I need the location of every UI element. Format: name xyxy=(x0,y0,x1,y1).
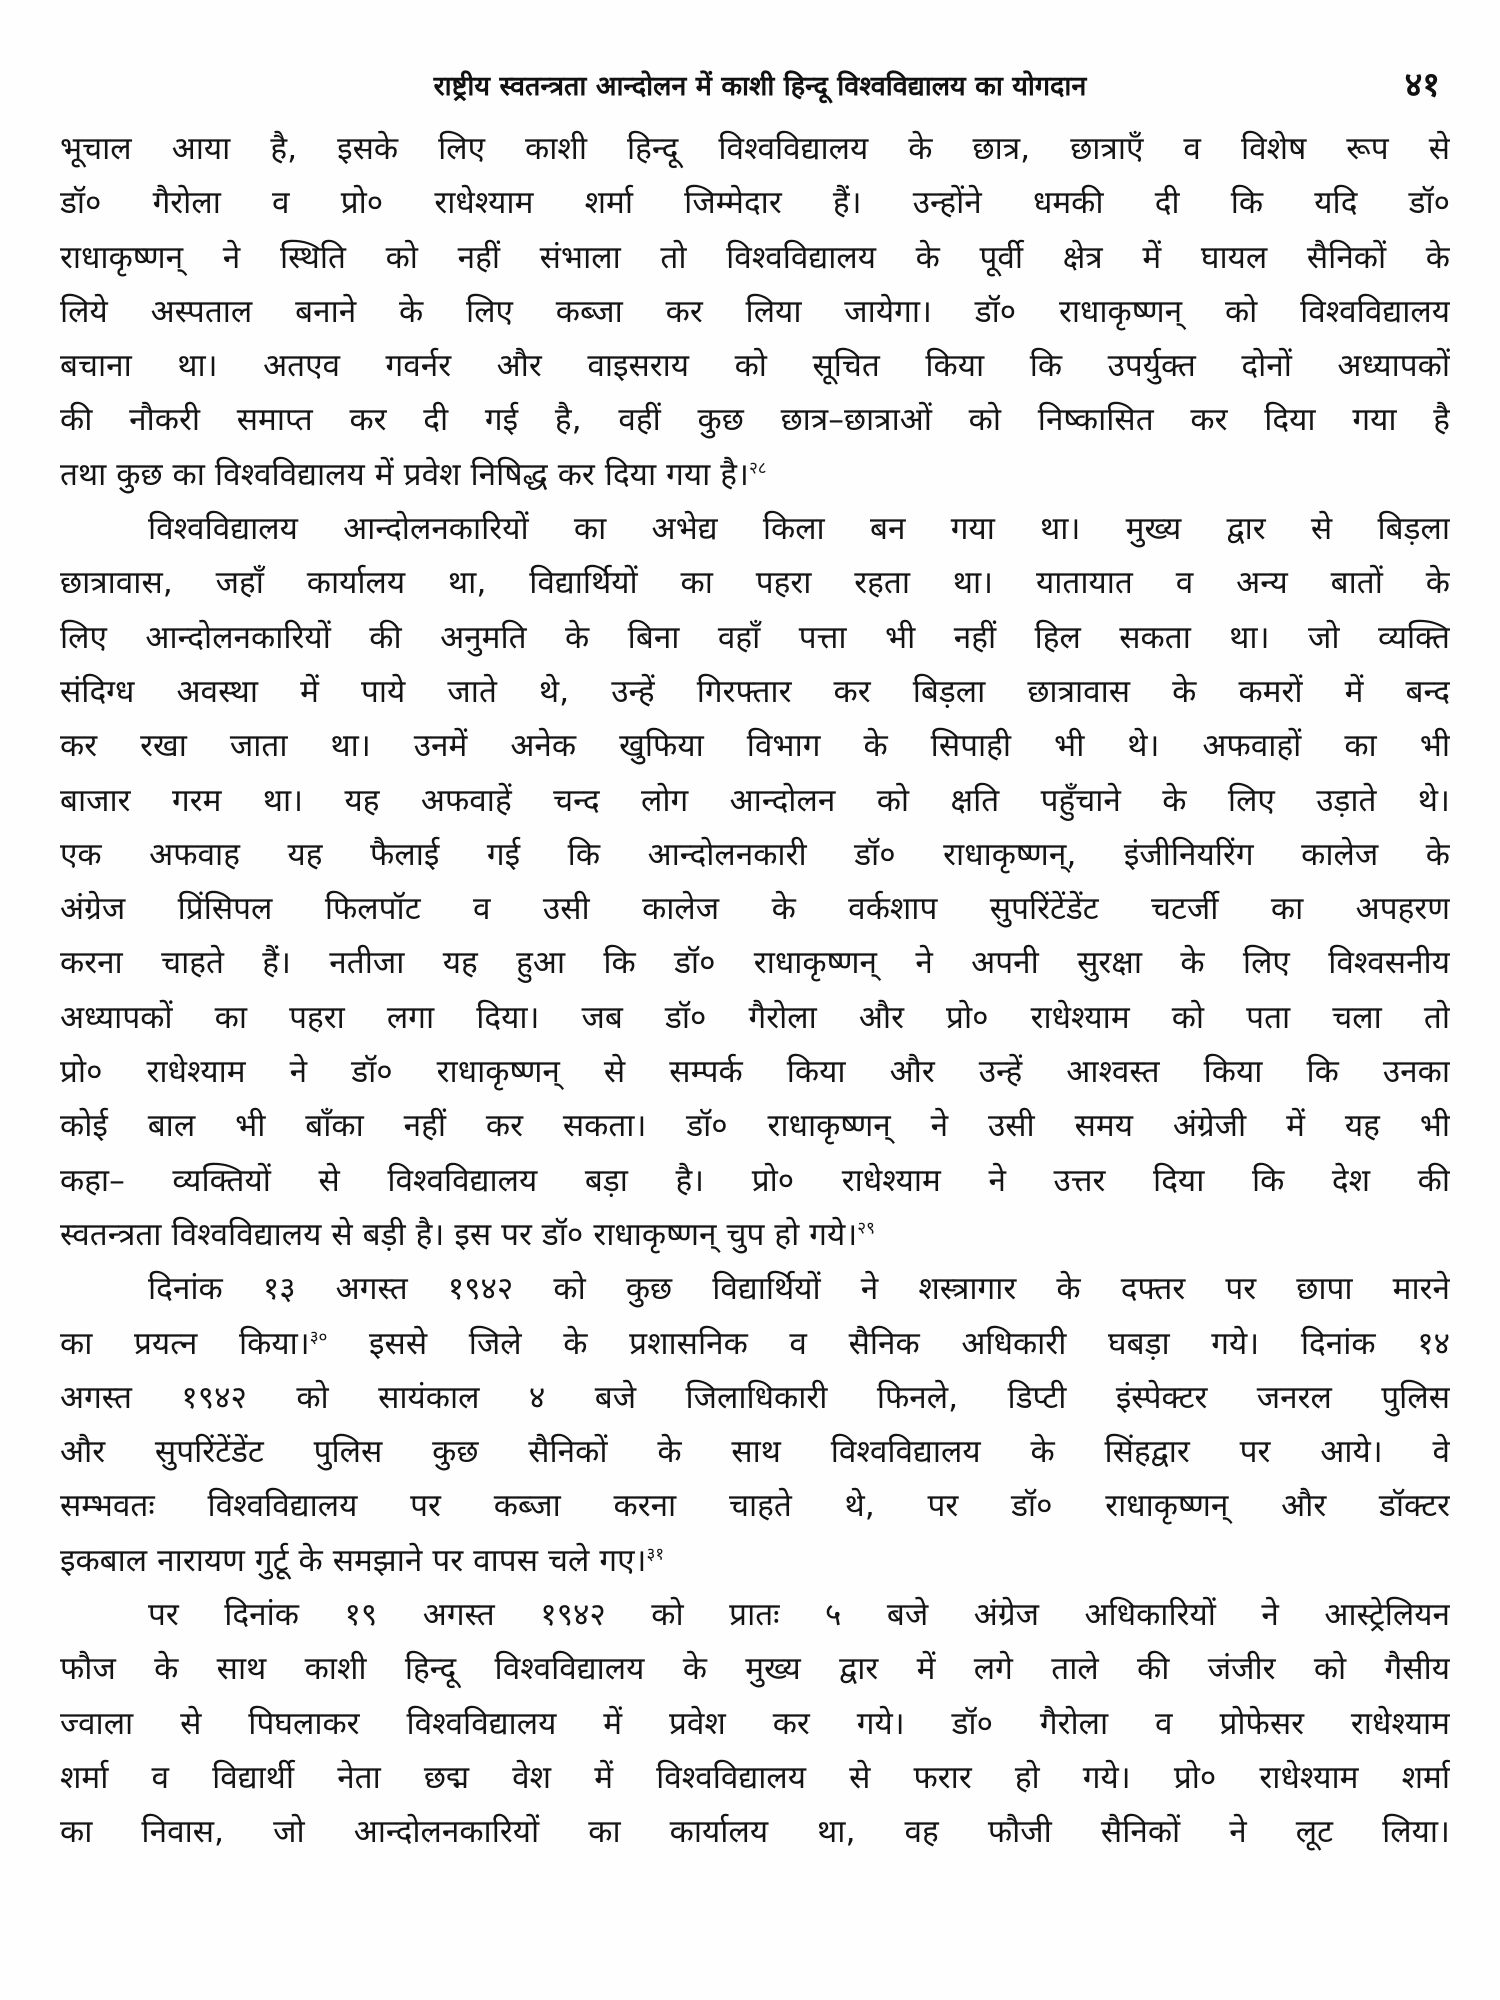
text-fragment: का प्रयत्न किया। xyxy=(60,1325,310,1362)
text-line: सम्भवतः विश्वविद्यालय पर कब्जा करना चाहते थे, पर डॉ० राधाकृष्णन् और डॉक्टर xyxy=(60,1488,1450,1525)
footnote-marker: ३१ xyxy=(646,1544,665,1565)
text-line: बाजार गरम था। यह अफवाहें चन्द लोग आन्दोलन को क्षति पहुँचाने के लिए उड़ाते थे। xyxy=(60,782,1450,819)
text-line: बचाना था। अतएव गवर्नर और वाइसराय को सूचित किया कि उपर्युक्त दोनों अध्यापकों xyxy=(60,348,1450,385)
text-fragment: तथा कुछ का विश्वविद्यालय में प्रवेश निषिद्ध कर दिया गया है। xyxy=(60,456,749,493)
paragraph-3 xyxy=(60,1262,1450,1588)
text-line: और सुपरिंटेंडेंट पुलिस कुछ सैनिकों के साथ विश्वविद्यालय के सिंहद्वार पर आये। वे xyxy=(60,1434,1450,1471)
footnote-marker: २८ xyxy=(748,458,767,479)
text-line: भूचाल आया है, इसके लिए काशी हिन्दू विश्वविद्यालय के छात्र, छात्राएँ व विशेष रूप से xyxy=(60,131,1450,167)
body-text xyxy=(60,122,1450,1962)
text-line xyxy=(60,448,1450,502)
text-line: छात्रावास, जहाँ कार्यालय था, विद्यार्थियों का पहरा रहता था। यातायात व अन्य बातों के xyxy=(60,565,1450,602)
text-fragment: इससे जिले के प्रशासनिक व सैनिक अधिकारी घबड़ा गये। दिनांक १४ xyxy=(327,1325,1450,1362)
running-header xyxy=(60,60,1460,116)
text-line: शर्मा व विद्यार्थी नेता छद्म वेश में विश्वविद्यालय से फरार हो गये। प्रो० राधेश्याम शर्मा xyxy=(60,1759,1450,1796)
text-line: कर रखा जाता था। उनमें अनेक खुफिया विभाग के सिपाही भी थे। अफवाहों का भी xyxy=(60,728,1450,765)
running-title: राष्ट्रीय स्वतन्त्रता आन्दोलन में काशी हिन्दू विश्वविद्यालय का योगदान xyxy=(433,71,1087,102)
paragraph-4 xyxy=(60,1588,1450,1859)
text-line: लिये अस्पताल बनाने के लिए कब्जा कर लिया जायेगा। डॉ० राधाकृष्णन् को विश्वविद्यालय xyxy=(60,293,1450,330)
paragraph-2 xyxy=(60,502,1450,1262)
text-line: फौज के साथ काशी हिन्दू विश्वविद्यालय के मुख्य द्वार में लगे ताले की जंजीर को गैसीय xyxy=(60,1651,1450,1688)
text-line: संदिग्ध अवस्था में पाये जाते थे, उन्हें गिरफ्तार कर बिड़ला छात्रावास के कमरों में बन्द xyxy=(60,673,1450,710)
text-fragment: इकबाल नारायण गुर्टू के समझाने पर वापस चले गए। xyxy=(60,1542,647,1579)
text-line: करना चाहते हैं। नतीजा यह हुआ कि डॉ० राधाकृष्णन् ने अपनी सुरक्षा के लिए विश्वसनीय xyxy=(60,945,1450,982)
text-line: राधाकृष्णन् ने स्थिति को नहीं संभाला तो विश्वविद्यालय के पूर्वी क्षेत्र में घायल सैनिकों के xyxy=(60,239,1450,276)
text-line: कोई बाल भी बाँका नहीं कर सकता। डॉ० राधाकृष्णन् ने उसी समय अंग्रेजी में यह भी xyxy=(60,1108,1450,1145)
text-line: की नौकरी समाप्त कर दी गई है, वहीं कुछ छात्र–छात्राओं को निष्कासित कर दिया गया है xyxy=(60,402,1450,439)
text-line: प्रो० राधेश्याम ने डॉ० राधाकृष्णन् से सम्पर्क किया और उन्हें आश्वस्त किया कि उनका xyxy=(60,1054,1450,1091)
text-line: एक अफवाह यह फैलाई गई कि आन्दोलनकारी डॉ० राधाकृष्णन्, इंजीनियरिंग कालेज के xyxy=(60,836,1450,873)
text-line: पर दिनांक १९ अगस्त १९४२ को प्रातः ५ बजे अंग्रेज अधिकारियों ने आस्ट्रेलियन xyxy=(148,1597,1450,1634)
text-line: लिए आन्दोलनकारियों की अनुमति के बिना वहाँ पत्ता भी नहीं हिल सकता था। जो व्यक्ति xyxy=(60,619,1450,656)
text-line: ज्वाला से पिघलाकर विश्वविद्यालय में प्रवेश कर गये। डॉ० गैरोला व प्रोफेसर राधेश्याम xyxy=(60,1705,1450,1742)
paragraph-1 xyxy=(60,122,1450,502)
text-line: अध्यापकों का पहरा लगा दिया। जब डॉ० गैरोला और प्रो० राधेश्याम को पता चला तो xyxy=(60,999,1450,1036)
footnote-marker: ३० xyxy=(309,1327,328,1348)
text-line: कहा– व्यक्तियों से विश्वविद्यालय बड़ा है। प्रो० राधेश्याम ने उत्तर दिया कि देश की xyxy=(60,1162,1450,1199)
text-line: अंग्रेज प्रिंसिपल फिलपॉट व उसी कालेज के वर्कशाप सुपरिंटेंडेंट चटर्जी का अपहरण xyxy=(60,891,1450,928)
text-fragment: स्वतन्त्रता विश्वविद्यालय से बड़ी है। इस पर डॉ० राधाकृष्णन् चुप हो गये। xyxy=(60,1216,858,1253)
text-line: दिनांक १३ अगस्त १९४२ को कुछ विद्यार्थियों ने शस्त्रागार के दफ्तर पर छापा मारने xyxy=(148,1271,1450,1308)
text-line: विश्वविद्यालय आन्दोलनकारियों का अभेद्य किला बन गया था। मुख्य द्वार से बिड़ला xyxy=(148,511,1450,548)
text-line xyxy=(60,1317,1450,1371)
text-line: का निवास, जो आन्दोलनकारियों का कार्यालय था, वह फौजी सैनिकों ने लूट लिया। xyxy=(60,1814,1450,1851)
text-line: डॉ० गैरोला व प्रो० राधेश्याम शर्मा जिम्मेदार हैं। उन्होंने धमकी दी कि यदि डॉ० xyxy=(60,185,1450,222)
text-line: अगस्त १९४२ को सायंकाल ४ बजे जिलाधिकारी फिनले, डिप्टी इंस्पेक्टर जनरल पुलिस xyxy=(60,1379,1450,1416)
text-line xyxy=(60,1534,1450,1588)
text-line xyxy=(60,1208,1450,1262)
footnote-marker: २९ xyxy=(857,1218,875,1239)
page-number: ४१ xyxy=(1404,65,1440,105)
